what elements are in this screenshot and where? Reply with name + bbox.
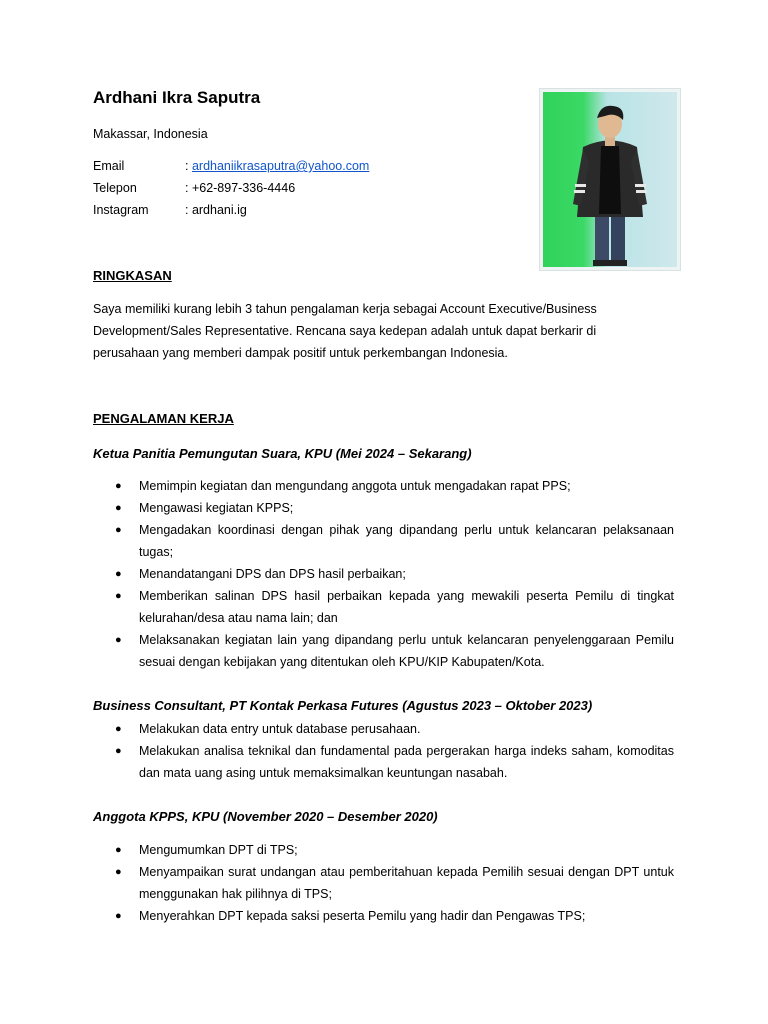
list-item <box>93 905 674 927</box>
list-item-text: Menyerahkan DPT kepada saksi peserta Pemilu yang hadir dan Pengawas TPS; <box>139 909 586 923</box>
job-duties-list <box>93 475 674 673</box>
contact-value <box>185 158 369 180</box>
list-item-text: Memimpin kegiatan dan mengundang anggota untuk mengadakan rapat PPS; <box>139 479 571 493</box>
contact-row-email <box>93 158 369 180</box>
contact-value: : ardhani.ig <box>185 203 247 217</box>
list-item-text: Melakukan data entry untuk database perusahaan. <box>139 722 421 736</box>
list-item <box>93 839 674 861</box>
list-item-text: Memberikan salinan DPS hasil perbaikan kepada yang mewakili peserta Pemilu di tingkat kelurahan/desa atau nama lain; dan <box>139 589 674 625</box>
list-item <box>93 563 674 585</box>
contact-block <box>93 158 369 224</box>
list-item <box>93 861 674 905</box>
list-item <box>93 718 674 740</box>
bullet-icon: ● <box>115 524 122 536</box>
candidate-name: Ardhani Ikra Saputra <box>93 88 261 107</box>
job-title: Ketua Panitia Pemungutan Suara, KPU (Mei 2024 – Sekarang) <box>93 446 472 461</box>
list-item-text: Menyampaikan surat undangan atau pemberitahuan kepada Pemilih sesuai dengan DPT untuk menggunakan hak pilihnya di TPS; <box>139 865 674 901</box>
list-item-text: Mengadakan koordinasi dengan pihak yang dipandang perlu untuk kelancaran pelaksanaan tugas; <box>139 523 674 559</box>
contact-row-phone <box>93 180 369 202</box>
bullet-icon: ● <box>115 634 122 646</box>
list-item <box>93 475 674 497</box>
job-duties-list <box>93 839 674 927</box>
bullet-icon: ● <box>115 844 122 856</box>
list-item-text: Mengumumkan DPT di TPS; <box>139 843 298 857</box>
list-item-text: Menandatangani DPS dan DPS hasil perbaikan; <box>139 567 406 581</box>
bullet-icon: ● <box>115 723 122 735</box>
contact-label: Instagram <box>93 203 149 217</box>
job-duties-list <box>93 718 674 784</box>
bullet-icon: ● <box>115 480 122 492</box>
list-item <box>93 629 674 673</box>
bullet-icon: ● <box>115 866 122 878</box>
list-item <box>93 585 674 629</box>
summary-text: Saya memiliki kurang lebih 3 tahun pengalaman kerja sebagai Account Executive/Business Development/Sales Representative. Rencana saya kedepan adalah untuk dapat berkarir di perusahaan yang memberi dampak positif untuk perkembangan Indonesia. <box>93 302 597 360</box>
contact-label: Telepon <box>93 181 137 195</box>
list-item <box>93 740 674 784</box>
experience-heading: PENGALAMAN KERJA <box>93 411 234 426</box>
candidate-location: Makassar, Indonesia <box>93 127 208 141</box>
bullet-icon: ● <box>115 568 122 580</box>
email-link[interactable]: ardhaniikrasaputra@yahoo.com <box>191 159 370 173</box>
list-item-text: Melakukan analisa teknikal dan fundamental pada pergerakan harga indeks saham, komoditas dan mata uang asing untuk memaksimalkan keuntungan nasabah. <box>139 744 674 780</box>
bullet-icon: ● <box>115 745 122 757</box>
list-item <box>93 519 674 563</box>
contact-separator: : <box>185 159 192 173</box>
person-photo-illustration <box>543 92 677 267</box>
contact-label: Email <box>93 159 125 173</box>
bullet-icon: ● <box>115 590 122 602</box>
job-title: Anggota KPPS, KPU (November 2020 – Desember 2020) <box>93 809 438 824</box>
contact-value: : +62-897-336-4446 <box>185 181 296 195</box>
profile-photo <box>543 92 677 267</box>
summary-heading: RINGKASAN <box>93 268 172 283</box>
list-item-text: Mengawasi kegiatan KPPS; <box>139 501 294 515</box>
job-title: Business Consultant, PT Kontak Perkasa Futures (Agustus 2023 – Oktober 2023) <box>93 698 593 713</box>
bullet-icon: ● <box>115 910 122 922</box>
contact-row-instagram <box>93 202 369 224</box>
bullet-icon: ● <box>115 502 122 514</box>
profile-photo-frame <box>539 88 681 271</box>
list-item <box>93 497 674 519</box>
list-item-text: Melaksanakan kegiatan lain yang dipandang perlu untuk kelancaran penyelenggaraan Pemilu sesuai dengan kebijakan yang ditentukan oleh KPU/KIP Kabupaten/Kota. <box>139 633 674 669</box>
